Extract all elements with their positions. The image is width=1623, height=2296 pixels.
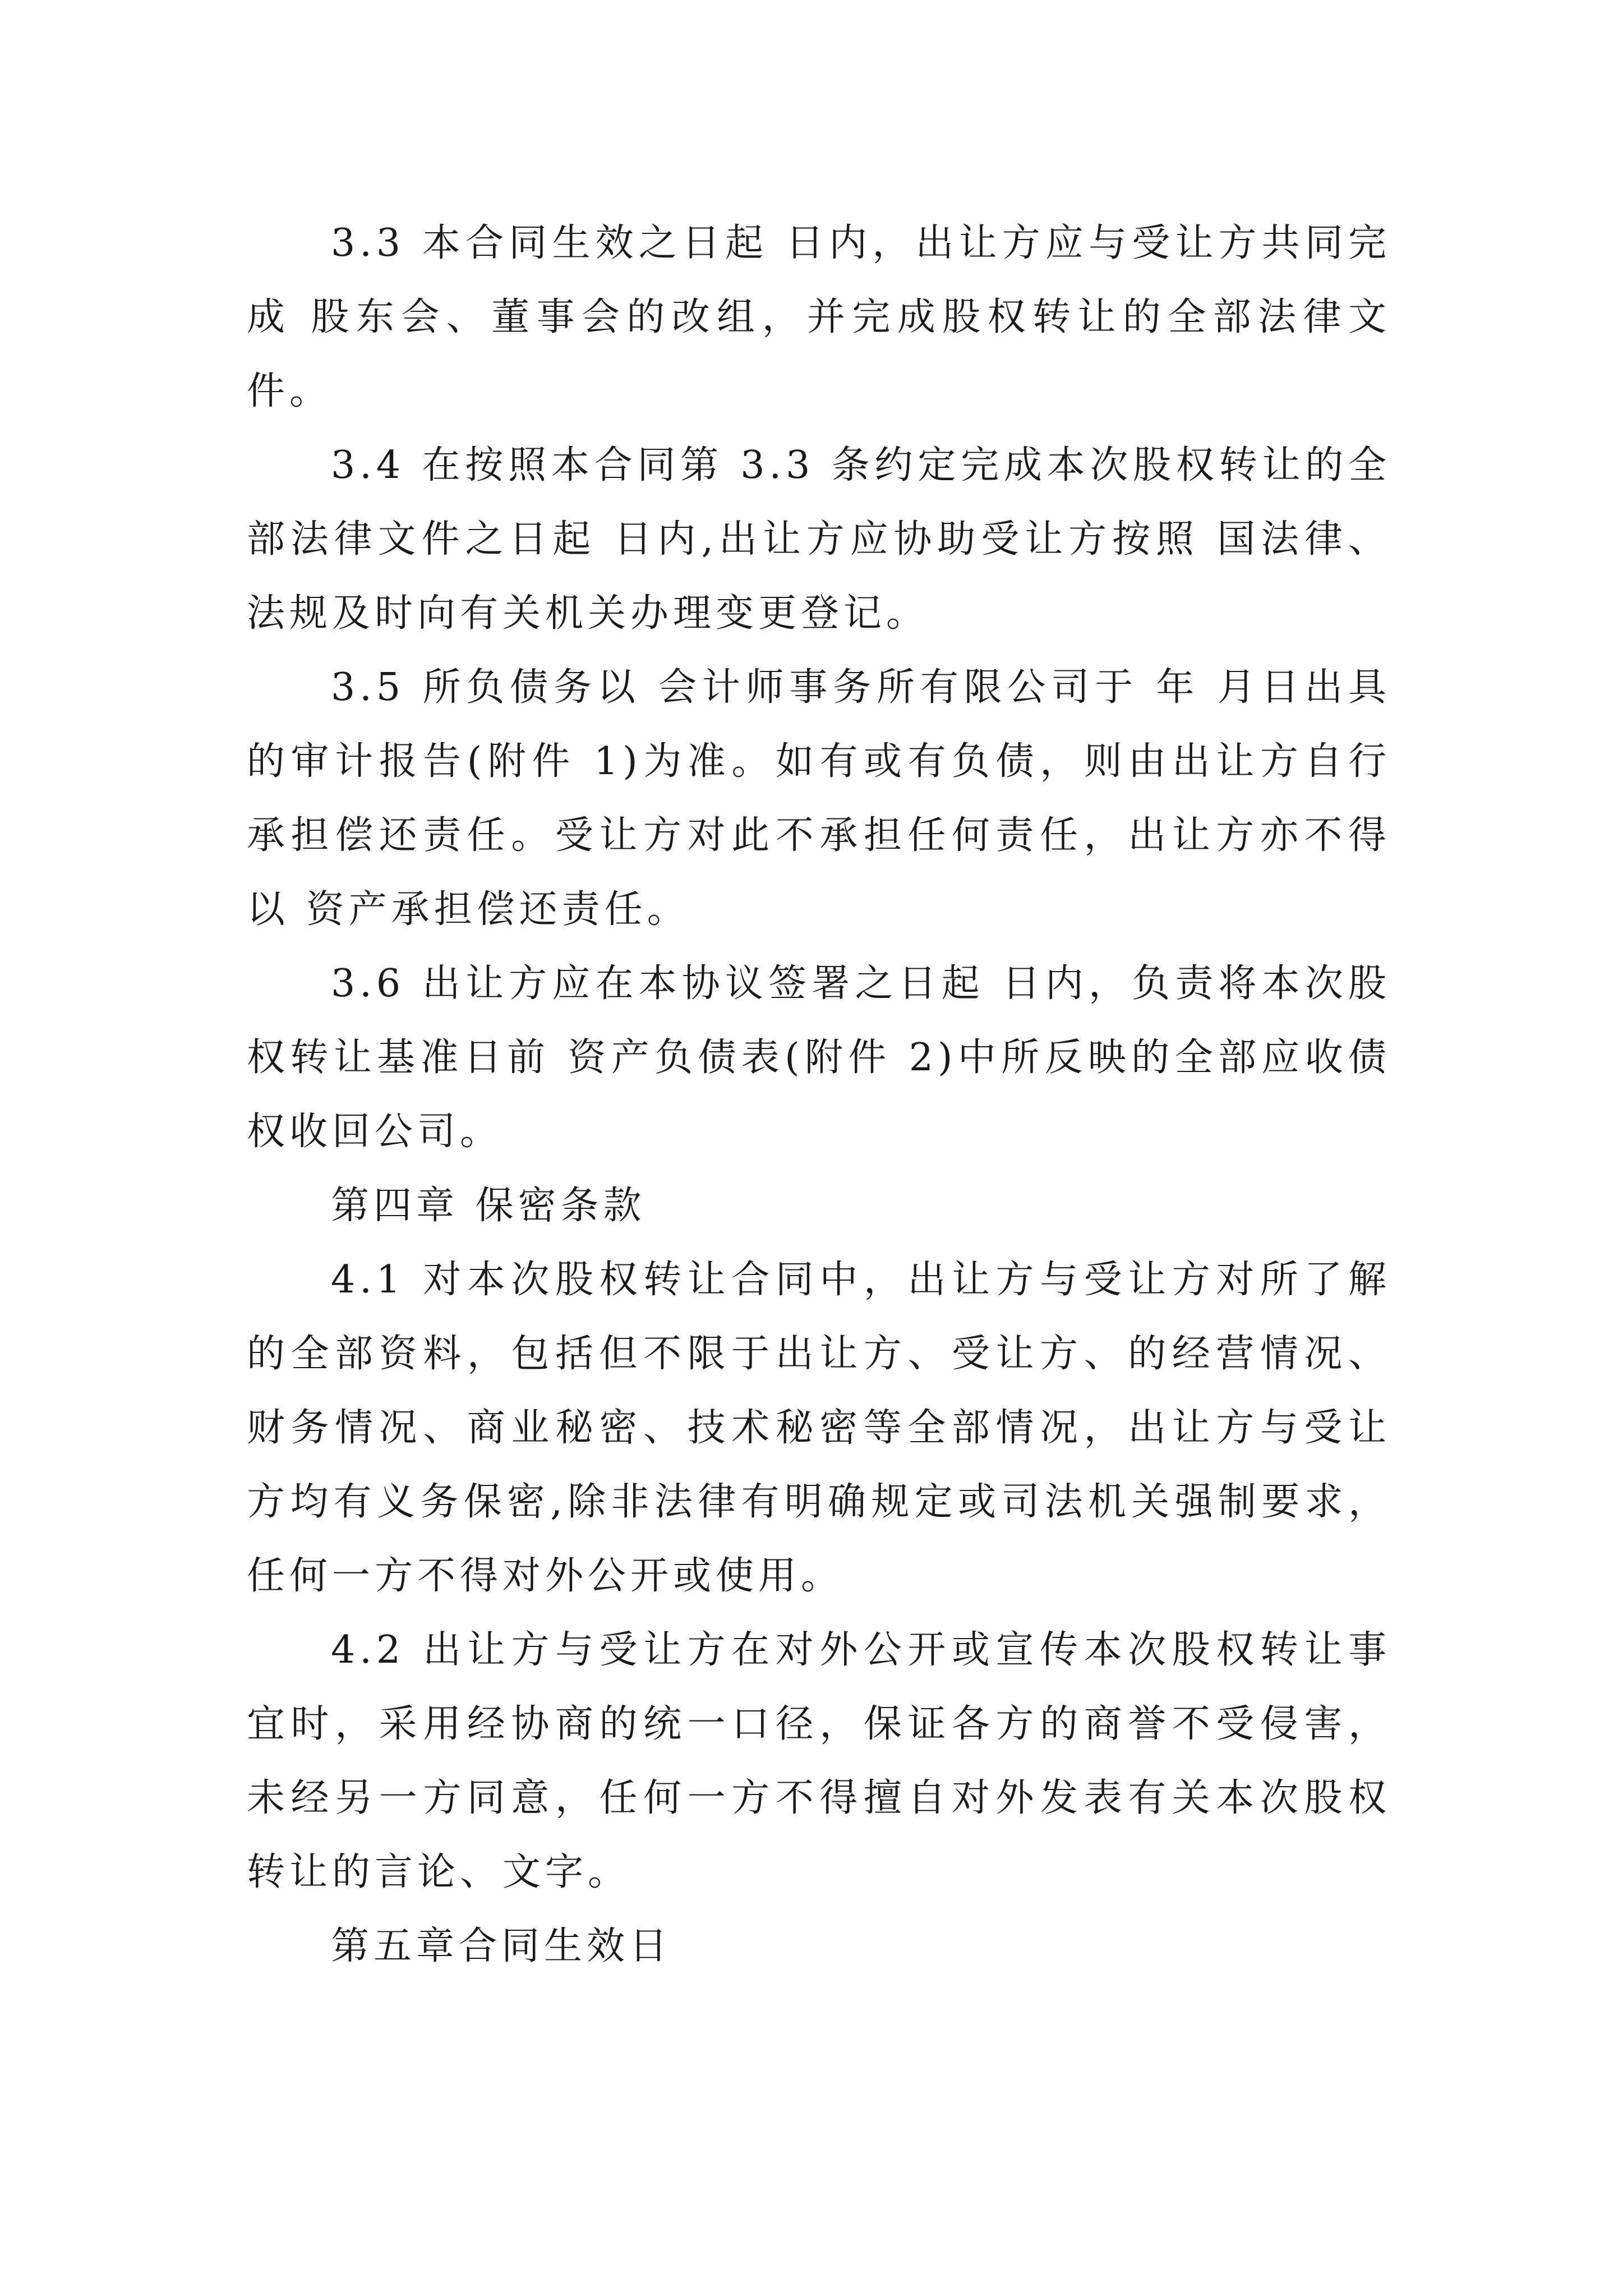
clause-4-1: 4.1 对本次股权转让合同中，出让方与受让方对所了解的全部资料，包括但不限于出让方、受让方、的经营情况、财务情况、商业秘密、技术秘密等全部情况，出让方与受让方均有义务保密,除非法律有明确规定或司法机关强制要求，任何一方不得对外公开或使用。 bbox=[247, 1258, 1391, 1598]
clause-3-6: 3.6 出让方应在本协议签署之日起 日内，负责将本次股权转让基准日前 资产负债表(附件 2)中所反映的全部应收债权收回公司。 bbox=[247, 961, 1391, 1154]
clause-3-3: 3.3 本合同生效之日起 日内，出让方应与受让方共同完成 股东会、董事会的改组，并完成股权转让的全部法律文件。 bbox=[247, 221, 1391, 413]
document-body bbox=[247, 206, 1391, 1984]
clause-3-4: 3.4 在按照本合同第 3.3 条约定完成本次股权转让的全部法律文件之日起 日内,出让方应协助受让方按照 国法律、法规及时向有关机关办理变更登记。 bbox=[247, 443, 1391, 636]
chapter-5-heading: 第五章合同生效日 bbox=[331, 1924, 672, 1968]
chapter-4-heading: 第四章 保密条款 bbox=[331, 1184, 646, 1228]
clause-3-5: 3.5 所负债务以 会计师事务所有限公司于 年 月日出具的审计报告(附件 1)为准。如有或有负债，则由出让方自行承担偿还责任。受让方对此不承担任何责任，出让方亦不得以 资产承担偿还责任。 bbox=[247, 665, 1391, 932]
clause-4-2: 4.2 出让方与受让方在对外公开或宣传本次股权转让事宜时，采用经协商的统一口径，保证各方的商誉不受侵害，未经另一方同意，任何一方不得擅自对外发表有关本次股权转让的言论、文字。 bbox=[247, 1628, 1391, 1894]
